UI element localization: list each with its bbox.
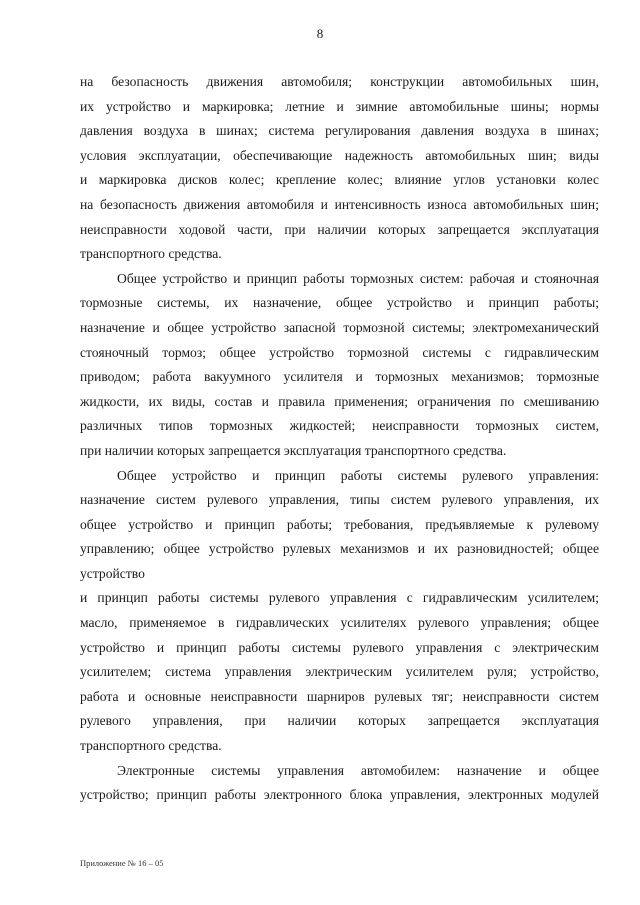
text-line: устройство; принцип работы электронного блока управления, электронных модулей [80,787,599,803]
text-line: на безопасность движения автомобиля и интенсивность износа автомобильных шин; [80,196,599,212]
text-line: их устройство и маркировка; летние и зимние автомобильные шины; нормы [80,98,599,114]
text-line: приводом; работа вакуумного усилителя и тормозных механизмов; тормозные [80,369,599,385]
text-line: масло, применяемое в гидравлических усилителях рулевого управления; общее [80,615,599,631]
text-line: условия эксплуатации, обеспечивающие надежность автомобильных шин; виды [80,147,599,163]
body-text [80,70,599,808]
text-line: жидкости, их виды, состав и правила применения; ограничения по смешиванию [80,393,599,409]
text-line: усилителем; система управления электрическим усилителем руля; устройство, [80,664,599,680]
text-line: рулевого управления, при наличии которых запрещается эксплуатация [80,713,599,729]
page-number: 8 [316,26,324,41]
text-line: Общее устройство и принцип работы системы рулевого управления: [117,467,599,483]
footer-annex-label: Приложение № 16 – 05 [80,858,164,868]
text-line: тормозные системы, их назначение, общее устройство и принцип работы; [80,295,599,311]
text-line: различных типов тормозных жидкостей; неисправности тормозных систем, [80,418,599,434]
text-line: управлению; общее устройство рулевых механизмов и их разновидностей; общее [80,541,599,557]
text-line: транспортного средства. [80,246,222,262]
text-line: неисправности ходовой части, при наличии которых запрещается эксплуатация [80,221,599,237]
text-line: работа и основные неисправности шарниров рулевых тяг; неисправности систем [80,688,599,704]
text-line: устройство [80,565,145,581]
text-line: при наличии которых запрещается эксплуатация транспортного средства. [80,442,507,458]
text-line: на безопасность движения автомобиля; конструкции автомобильных шин, [80,74,599,89]
text-line: Электронные системы управления автомобилем: назначение и общее [117,762,599,778]
text-line: давления воздуха в шинах; система регулирования давления воздуха в шинах; [80,123,599,139]
text-line: Общее устройство и принцип работы тормозных систем: рабочая и стояночная [117,270,599,286]
text-line: стояночный тормоз; общее устройство тормозной системы с гидравлическим [80,344,599,360]
text-line: назначение систем рулевого управления, типы систем рулевого управления, их [80,492,599,508]
text-line: и принцип работы системы рулевого управления с гидравлическим усилителем; [80,590,599,606]
text-line: транспортного средства. [80,738,222,754]
text-line: назначение и общее устройство запасной тормозной системы; электромеханический [80,319,599,335]
text-line: устройство и принцип работы системы рулевого управления с электрическим [80,639,599,655]
text-line: общее устройство и принцип работы; требования, предъявляемые к рулевому [80,516,599,532]
text-line: и маркировка дисков колес; крепление колес; влияние углов установки колес [80,172,599,188]
